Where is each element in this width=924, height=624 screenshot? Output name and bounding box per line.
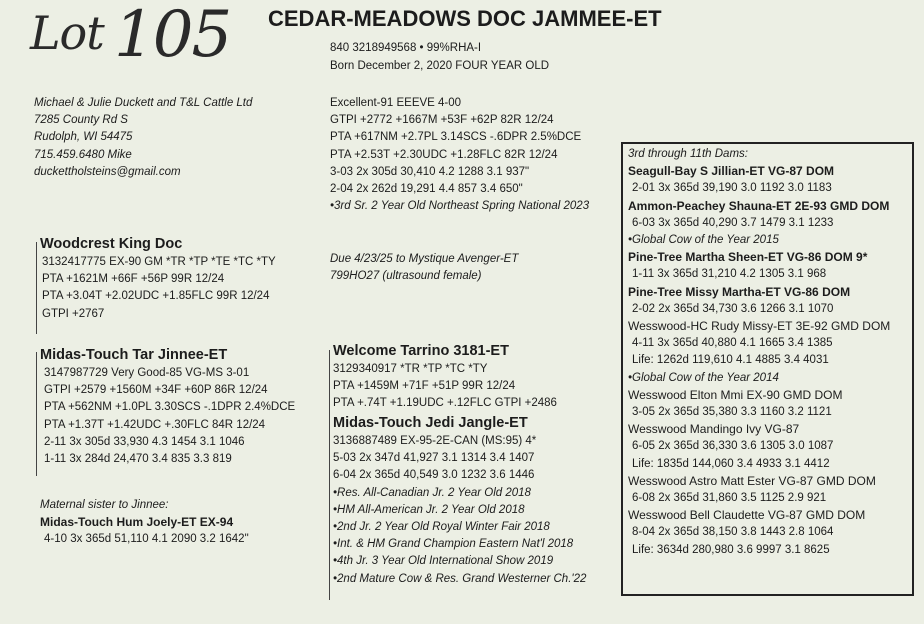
dam-ancestor-note: •Global Cow of the Year 2015 [628,234,779,247]
maternal-sister-block [40,497,249,549]
dam-ancestor-record: 6-05 2x 365d 36,330 3.6 1305 3.0 1087 [632,440,834,453]
dam-name: Midas-Touch Tar Jinnee-ET [40,347,228,363]
consignor-block [34,95,252,181]
dam-ancestor-name: Wesswood-HC Rudy Missy-ET 3E-92 GMD DOM [628,319,891,334]
granddam-note: •Res. All-Canadian Jr. 2 Year Old 2018 [333,486,531,499]
dam-ancestor-record: Life: 3634d 280,980 3.6 9997 3.1 8625 [632,543,830,556]
mgs-pta-line-2: PTA +.74T +1.19UDC +.12FLC GTPI +2486 [333,397,557,410]
sire-gtpi-line: GTPI +2767 [42,307,105,320]
registration-line: 840 3218949568 • 99%RHA-I [330,42,482,54]
consignor-email: duckettholsteins@gmail.com [34,165,181,178]
consignor-name: Michael & Julie Duckett and T&L Cattle Ltd [34,97,253,109]
due-date: Due 4/23/25 to Mystique Avenger-ET [330,253,519,265]
consignor-city: Rudolph, WI 54475 [34,131,133,144]
granddam-record-line-1: 5-03 2x 347d 41,927 3.1 1314 3.4 1407 [333,452,535,465]
dam-ancestor-record: 6-03 3x 365d 40,290 3.7 1479 3.1 1233 [632,216,834,229]
sire-pta-line-1: PTA +1621M +66F +56P 99R 12/24 [42,273,225,286]
dam-ancestor-name: Wesswood Elton Mmi EX-90 GMD DOM [628,387,843,402]
dam-record-line-1: 2-11 3x 305d 33,930 4.3 1454 3.1 1046 [44,435,245,448]
dam-ancestor-name: Wesswood Bell Claudette VG-87 GMD DOM [628,508,866,523]
consignor-address: 7285 County Rd S [34,114,128,127]
mgs-bracket [329,350,330,600]
mgs-block [333,342,557,413]
granddam-name: Midas-Touch Jedi Jangle-ET [333,415,528,431]
gtpi-line: GTPI +2772 +1667M +53F +62P 82R 12/24 [330,114,554,127]
dam-ancestor-record: 4-11 3x 365d 40,880 4.1 1665 3.4 1385 [632,337,833,350]
dam-ancestor-name: Wesswood Mandingo Ivy VG-87 [628,422,800,437]
granddam-block [333,414,586,588]
granddam-reg-line: 3136887489 EX-95-2E-CAN (MS:95) 4* [333,435,537,447]
mgs-name: Welcome Tarrino 3181-ET [333,343,509,359]
dam-ancestor-record: 6-08 2x 365d 31,860 3.5 1125 2.9 921 [632,492,827,505]
maternal-sister-record: 4-10 3x 365d 51,110 4.1 2090 3.2 1642" [44,533,249,546]
maternal-sister-note: Maternal sister to Jinnee: [40,499,169,511]
pta-line-2: PTA +2.53T +2.30UDC +1.28FLC 82R 12/24 [330,148,558,161]
consignor-phone: 715.459.6480 Mike [34,148,132,161]
dam-ancestor-name: Wesswood Astro Matt Ester VG-87 GMD DOM [628,473,876,488]
dam-ancestor-record: Life: 1262d 119,610 4.1 4885 3.4 4031 [632,354,829,367]
granddam-note: •2nd Mature Cow & Res. Grand Westerner Ch.'22 [333,572,587,585]
ultrasound-note: 799HO27 (ultrasound female) [330,270,482,283]
mgs-reg-line: 3129340917 *TR *TP *TC *TY [333,363,488,375]
record-line-1: 3-03 2x 305d 30,410 4.2 1288 3.1 937" [330,165,530,178]
classification-line: Excellent-91 EEEVE 4-00 [330,97,462,109]
sire-bracket [36,242,37,334]
dam-record-line-2: 1-11 3x 284d 24,470 3.4 835 3.3 819 [44,453,232,466]
dam-bracket [36,352,37,476]
dam-gtpi-line: GTPI +2579 +1560M +34F +60P 86R 12/24 [44,384,268,397]
sire-reg-line: 3132417775 EX-90 GM *TR *TP *TE *TC *TY [42,256,276,268]
dam-ancestor-name: Pine-Tree Martha Sheen-ET VG-86 DOM 9* [628,250,868,265]
dam-ancestor-name: Pine-Tree Missy Martha-ET VG-86 DOM [628,284,851,299]
dam-ancestor-name: Ammon-Peachey Shauna-ET 2E-93 GMD DOM [628,198,890,213]
dam-pta-line-1: PTA +562NM +1.0PL 3.30SCS -.1DPR 2.4%DCE [44,401,296,414]
granddam-note: •4th Jr. 3 Year Old International Show 2019 [333,555,554,568]
sire-pta-line-2: PTA +3.04T +2.02UDC +1.85FLC 99R 12/24 [42,290,270,303]
animal-title: CEDAR-MEADOWS DOC JAMMEE-ET [268,6,662,31]
dam-ancestor-note: •Global Cow of the Year 2014 [628,371,779,384]
lot-number: 105 [114,0,231,72]
dam-ancestor-record: Life: 1835d 144,060 3.4 4933 3.1 4412 [632,457,830,470]
pta-line-1: PTA +617NM +2.7PL 3.14SCS -.6DPR 2.5%DCE [330,131,582,144]
granddam-note: •HM All-American Jr. 2 Year Old 2018 [333,503,525,516]
maternal-sister-name: Midas-Touch Hum Joely-ET EX-94 [40,515,234,530]
granddam-note: •Int. & HM Grand Champion Eastern Nat'l 2018 [333,538,574,551]
show-note: •3rd Sr. 2 Year Old Northeast Spring National 2023 [330,200,590,213]
mgs-pta-line-1: PTA +1459M +71F +51P 99R 12/24 [333,380,516,393]
dam-block [40,346,295,468]
birth-line: Born December 2, 2020 FOUR YEAR OLD [330,60,550,72]
dam-reg-line: 3147987729 Very Good-85 VG-MS 3-01 [44,367,250,379]
dam-ancestor-name: Seagull-Bay S Jillian-ET VG-87 DOM [628,164,835,179]
sire-name: Woodcrest King Doc [40,236,183,252]
dams-list [628,146,890,559]
due-block [330,251,518,285]
dam-pta-line-2: PTA +1.37T +1.42UDC +.30FLC 84R 12/24 [44,418,266,431]
lot-label: Lot [30,6,104,60]
granddam-note: •2nd Jr. 2 Year Old Royal Winter Fair 2018 [333,521,550,534]
dam-ancestor-record: 8-04 2x 365d 38,150 3.8 1443 2.8 1064 [632,526,834,539]
granddam-record-line-2: 6-04 2x 365d 40,549 3.0 1232 3.6 1446 [333,469,535,482]
dams-box-heading: 3rd through 11th Dams: [628,148,748,160]
dam-ancestor-record: 2-02 2x 365d 34,730 3.6 1266 3.1 1070 [632,302,834,315]
sire-block [40,235,276,323]
dam-ancestor-record: 3-05 2x 365d 35,380 3.3 1160 3.2 1121 [632,406,832,419]
animal-details [330,95,589,215]
dam-ancestor-record: 2-01 3x 365d 39,190 3.0 1192 3.0 1183 [632,182,832,195]
dam-ancestor-record: 1-11 3x 365d 31,210 4.2 1305 3.1 968 [632,268,827,281]
record-line-2: 2-04 2x 262d 19,291 4.4 857 3.4 650" [330,183,523,196]
